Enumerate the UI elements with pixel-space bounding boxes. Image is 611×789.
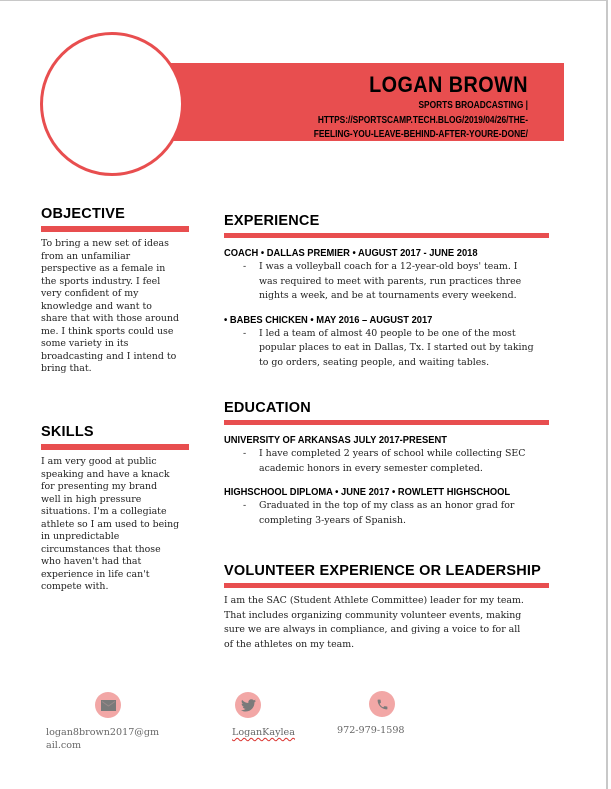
email-text[interactable] [46,726,159,752]
education-heading[interactable]: EDUCATION [224,400,311,416]
entry-description[interactable] [243,447,554,476]
skills-heading[interactable]: SKILLS [41,424,94,440]
text-line: of the athletes on my team. [224,638,355,650]
name-heading[interactable]: LOGAN BROWN [369,72,528,97]
subtitle-line[interactable]: FEELING-YOU-LEAVE-BEHIND-AFTER-YOURE-DONE/ [313,129,528,140]
text-line: circumstances that those [41,543,161,555]
twitter-text[interactable] [232,726,295,739]
skills-section [41,424,191,594]
text-line: Graduated in the top of my class as an honor grad for [259,500,515,511]
dash-bullet: - [243,327,247,339]
text-line: from an unfamiliar [41,250,131,262]
envelope-icon[interactable] [95,692,121,718]
text-line: I am the SAC (Student Athlete Committee) leader for my team. [224,595,524,606]
education-entry [224,434,554,476]
text-line: nights a week, and be at tournaments every weekend. [259,290,517,301]
skills-divider [41,444,189,450]
profile-photo-placeholder[interactable] [40,32,184,176]
text-line: popular places to eat in Dallas, Tx. I started out by taking [259,342,534,353]
objective-text[interactable] [41,238,191,376]
twitter-icon[interactable] [235,692,261,718]
experience-entry [224,314,554,371]
volunteer-divider [224,583,549,588]
text-line: compete with. [41,581,109,592]
text-line: sure we are always in compliance, and giving a voice to for all [224,624,521,635]
text-line: well in high pressure [41,493,142,505]
text-line: I was a volleyball coach for a 12-year-old boys' team. I [259,261,518,272]
text-line: to go orders, seating people, and waiting tables. [259,356,490,368]
text-line: experience in life can't [41,568,150,580]
text-line: That includes organizing community volunteer events, making [224,609,522,621]
dash-bullet: - [243,261,247,272]
phone-text[interactable]: 972-979-1598 [337,725,405,736]
objective-divider [41,226,189,232]
experience-heading[interactable]: EXPERIENCE [224,213,320,229]
email-line: ail.com [46,740,82,751]
text-line: I have completed 2 years of school while collecting SEC [259,448,526,459]
entry-description[interactable] [243,327,554,371]
text-line: who haven't had that [41,556,142,567]
text-line: the sports industry. I feel [41,275,161,287]
text-line: for presenting my brand [41,481,158,492]
text-line: speaking and have a knack [41,468,170,480]
text-line: was required to meet with parents, run practices three [259,275,522,287]
text-line: knowledge and want to [41,300,152,312]
objective-heading[interactable]: OBJECTIVE [41,206,125,222]
entry-description[interactable] [243,260,554,304]
education-section [224,400,554,528]
objective-section [41,206,191,376]
volunteer-heading[interactable]: VOLUNTEER EXPERIENCE OR LEADERSHIP [224,563,541,579]
text-line: situations. I'm a collegiate [41,506,167,517]
dash-bullet: - [243,448,247,459]
text-line: me. I think sports could use [41,325,174,337]
entry-title[interactable]: • BABES CHICKEN • MAY 2016 – AUGUST 2017 [224,314,433,326]
volunteer-text[interactable] [224,594,554,652]
entry-title[interactable]: HIGHSCHOOL DIPLOMA • JUNE 2017 • ROWLETT HIGHSCHOOL [224,487,511,498]
text-line: I led a team of almost 40 people to be one of the most [259,327,516,339]
experience-section [224,213,554,370]
text-line: share that with those around [41,313,179,324]
entry-title[interactable]: COACH • DALLAS PREMIER • AUGUST 2017 - JUNE 2018 [224,248,478,259]
text-line: athlete so I am used to being [41,518,180,530]
text-line: To bring a new set of ideas [41,238,169,249]
twitter-handle: LoganKaylea [232,727,295,738]
entry-description[interactable] [243,499,554,528]
text-line: broadcasting and I intend to [41,350,177,362]
experience-entry [224,247,554,304]
text-line: I am very good at public [41,456,157,467]
volunteer-section [224,563,554,652]
text-line: in unpredictable [41,531,120,542]
text-line: some variety in its [41,338,129,349]
entry-title[interactable]: UNIVERSITY OF ARKANSAS JULY 2017-PRESENT [224,435,447,446]
email-line: logan8brown2017@gm [46,727,160,738]
education-entry [224,486,554,528]
text-line: academic honors in every semester completed. [259,462,483,474]
text-line: perspective as a female in [41,263,166,274]
dash-bullet: - [243,500,247,511]
header [218,72,528,142]
skills-text[interactable] [41,456,191,594]
subtitle-line[interactable]: HTTPS://SPORTSCAMP.TECH.BLOG/2019/04/26/THE- [317,114,528,126]
text-line: very confident of my [41,288,139,299]
subtitle-line[interactable]: SPORTS BROADCASTING | [418,100,528,111]
text-line: bring that. [41,363,92,374]
text-line: completing 3-years of Spanish. [259,514,406,526]
experience-divider [224,233,549,238]
phone-icon[interactable] [369,691,395,717]
education-divider [224,420,549,425]
